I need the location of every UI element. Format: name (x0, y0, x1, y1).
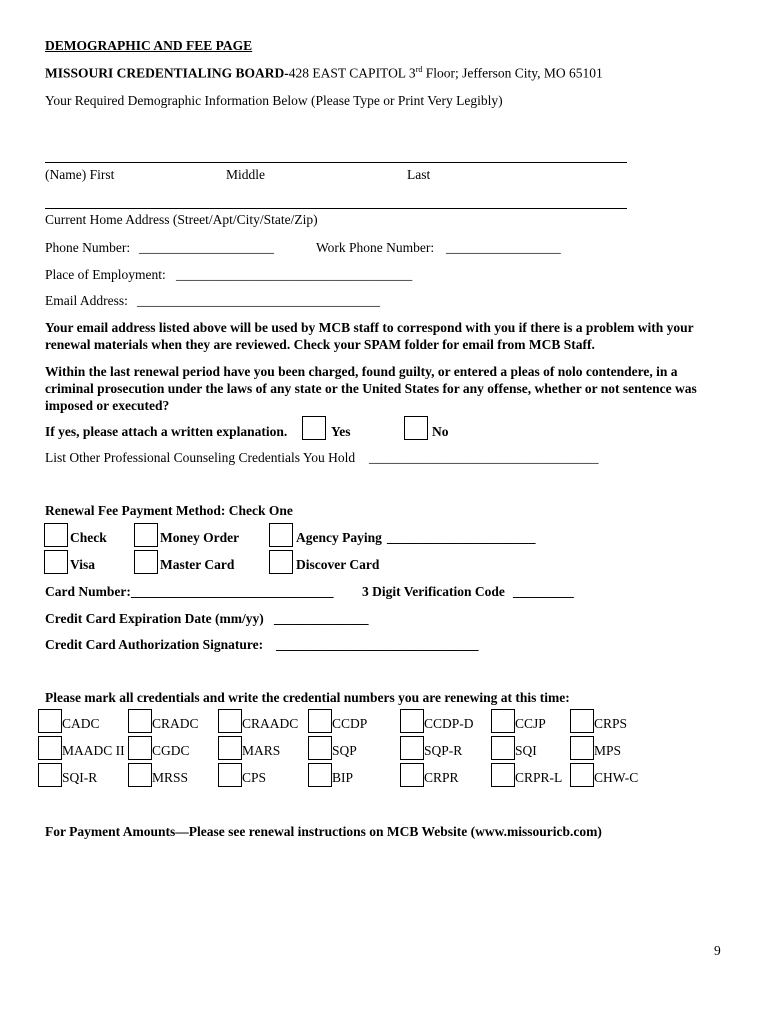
credential-label: CPS (242, 770, 267, 785)
credentials-heading: Please mark all credentials and write the credential numbers you are renewing at this time: (45, 690, 570, 705)
phone-label: Phone Number: (45, 240, 131, 255)
other-credentials-field[interactable]: __________________________________ (369, 450, 599, 465)
expiration-field[interactable]: ______________ (274, 611, 369, 626)
phone-field[interactable]: ____________________ (139, 240, 274, 255)
employment-field[interactable]: ___________________________________ (176, 267, 413, 282)
credential-checkbox[interactable] (491, 736, 515, 760)
credential-label: SQP (332, 743, 357, 758)
check-label: Check (70, 530, 107, 545)
credential-label: MPS (594, 743, 622, 758)
credential-checkbox[interactable] (491, 709, 515, 733)
credential-label: CHW-C (594, 770, 639, 785)
credential-label: CCDP-D (424, 716, 474, 731)
name-field[interactable] (45, 162, 627, 163)
credential-label: CCJP (515, 716, 546, 731)
credential-label: CRAADC (242, 716, 299, 731)
signature-label: Credit Card Authorization Signature: (45, 637, 264, 652)
expiration-label: Credit Card Expiration Date (mm/yy) (45, 611, 264, 626)
email-notice: Your email address listed above will be used by MCB staff to correspond with you if there is a problem with your renewal materials when they are reviewed. Check your SPAM folder for email from MCB Staff. (45, 320, 694, 352)
credential-checkbox[interactable] (218, 709, 242, 733)
credential-label: CGDC (152, 743, 190, 758)
card-number-field[interactable]: ______________________________ (131, 584, 334, 599)
visa-checkbox[interactable] (44, 550, 68, 574)
credential-checkbox[interactable] (38, 736, 62, 760)
credential-label: CRPR (424, 770, 459, 785)
credential-label: SQI (515, 743, 537, 758)
address-part-b: Floor; Jefferson City, MO 65101 (422, 65, 603, 81)
other-credentials-label: List Other Professional Counseling Credentials You Hold (45, 450, 356, 465)
credential-checkbox[interactable] (38, 763, 62, 787)
yes-checkbox[interactable] (302, 416, 326, 440)
verification-code-label: 3 Digit Verification Code (362, 584, 505, 599)
home-address-label: Current Home Address (Street/Apt/City/State/Zip) (45, 212, 318, 227)
card-number-label: Card Number: (45, 584, 131, 599)
page-number: 9 (714, 943, 721, 958)
address-superscript: rd (415, 65, 423, 74)
discover-card-checkbox[interactable] (269, 550, 293, 574)
credential-label: CRPS (594, 716, 628, 731)
credential-label: CRPR-L (515, 770, 563, 785)
signature-field[interactable]: ______________________________ (276, 637, 479, 652)
credential-checkbox[interactable] (38, 709, 62, 733)
credential-label: CCDP (332, 716, 368, 731)
legal-question: Within the last renewal period have you been charged, found guilty, or entered a pleas of nolo contendere, in a criminal prosecution under the laws of any state or the United States for any offense, whether or not sentence was imposed or executed? (45, 364, 697, 413)
credential-label: CADC (62, 716, 100, 731)
check-checkbox[interactable] (44, 523, 68, 547)
credential-checkbox[interactable] (570, 736, 594, 760)
agency-paying-checkbox[interactable] (269, 523, 293, 547)
payment-heading: Renewal Fee Payment Method: Check One (45, 503, 293, 518)
credential-label: SQI-R (62, 770, 98, 785)
money-order-label: Money Order (160, 530, 240, 545)
credential-checkbox[interactable] (570, 763, 594, 787)
credential-checkbox[interactable] (570, 709, 594, 733)
name-middle-label: Middle (226, 167, 265, 182)
credential-checkbox[interactable] (218, 736, 242, 760)
name-first-label: (Name) First (45, 167, 115, 182)
credential-checkbox[interactable] (400, 763, 424, 787)
page-title: DEMOGRAPHIC AND FEE PAGE (45, 38, 253, 53)
credential-checkbox[interactable] (128, 709, 152, 733)
payment-amounts-note: For Payment Amounts—Please see renewal instructions on MCB Website (www.missouricb.com) (45, 824, 602, 839)
visa-label: Visa (70, 557, 96, 572)
money-order-checkbox[interactable] (134, 523, 158, 547)
email-field[interactable]: ____________________________________ (137, 293, 380, 308)
credential-checkbox[interactable] (128, 736, 152, 760)
no-checkbox[interactable] (404, 416, 428, 440)
work-phone-label: Work Phone Number: (316, 240, 435, 255)
home-address-field[interactable] (45, 208, 627, 209)
master-card-checkbox[interactable] (134, 550, 158, 574)
credential-label: MARS (242, 743, 281, 758)
no-label: No (432, 424, 449, 439)
email-label: Email Address: (45, 293, 128, 308)
board-address (45, 65, 603, 82)
verification-code-field[interactable]: _________ (513, 584, 574, 599)
credential-checkbox[interactable] (218, 763, 242, 787)
employment-label: Place of Employment: (45, 267, 166, 282)
credential-checkbox[interactable] (308, 736, 332, 760)
credential-checkbox[interactable] (491, 763, 515, 787)
credential-label: MRSS (152, 770, 189, 785)
board-name: MISSOURI CREDENTIALING BOARD- (45, 65, 289, 81)
if-yes-text: If yes, please attach a written explanation. (45, 424, 288, 439)
address-part-a: 428 EAST CAPITOL 3 (288, 65, 416, 81)
credential-label: CRADC (152, 716, 199, 731)
credential-label: SQP-R (424, 743, 463, 758)
credential-checkbox[interactable] (308, 763, 332, 787)
discover-card-label: Discover Card (296, 557, 380, 572)
credential-label: BIP (332, 770, 354, 785)
credential-checkbox[interactable] (400, 736, 424, 760)
master-card-label: Master Card (160, 557, 235, 572)
yes-label: Yes (331, 424, 351, 439)
credential-checkbox[interactable] (400, 709, 424, 733)
credential-checkbox[interactable] (308, 709, 332, 733)
work-phone-field[interactable]: _________________ (446, 240, 561, 255)
credential-label: MAADC II (62, 743, 125, 758)
name-last-label: Last (407, 167, 431, 182)
credential-checkbox[interactable] (128, 763, 152, 787)
agency-paying-label: Agency Paying (296, 530, 382, 545)
agency-paying-field[interactable]: ______________________ (387, 530, 536, 545)
instruction-text: Your Required Demographic Information Below (Please Type or Print Very Legibly) (45, 93, 503, 108)
